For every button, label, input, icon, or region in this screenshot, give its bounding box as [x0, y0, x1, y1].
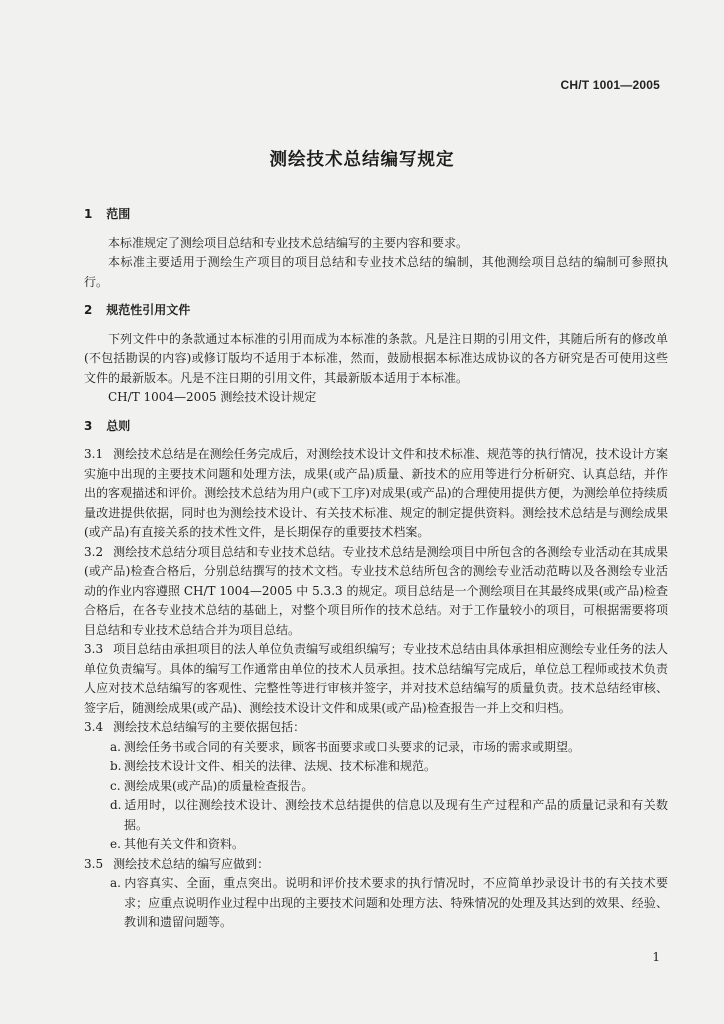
clause-number: 3.3: [84, 642, 104, 656]
section-title: 范围: [106, 207, 131, 221]
item-label: a.: [110, 876, 121, 890]
list-item: [84, 738, 668, 758]
section-title: 规范性引用文件: [106, 303, 191, 317]
list-item: [84, 874, 668, 933]
standard-code: CH/T 1001—2005: [560, 78, 660, 92]
clause-text: 测绘技术总结的编写应做到：: [113, 856, 270, 871]
section-number: 1: [84, 207, 93, 221]
section-title: 总则: [106, 418, 131, 433]
clause-3-2: [84, 543, 668, 641]
list-item: [84, 777, 668, 797]
document-title: 测绘技术总结编写规定: [269, 150, 455, 170]
clause-3-4: [84, 718, 668, 738]
clause-3-1: [84, 445, 668, 543]
clause-text: 测绘技术总结分项目总结和专业技术总结。专业技术总结是测绘项目中所包含的各测绘专业活动在其成果(或产品)检查合格后，分别总结撰写的技术文档。专业技术总结所包含的测绘专业活动范畴以及各测绘专业活动的作业内容遵照 CH/T 1004—2005 中 5.3.3 的规定。项目总结是一个测绘项目在其最终成果(或产品)检查合格后，在各专业技术总结的基础上，对整个项目所作的技术总结。对于工作量较小的项目，可根据需要将项目总结和专业技术总结合并为项目总结。: [84, 544, 668, 637]
document-body: [84, 205, 668, 933]
item-label: d.: [110, 798, 122, 812]
item-label: b.: [110, 759, 122, 773]
normative-paragraph: 下列文件中的条款通过本标准的引用而成为本标准的条款。凡是注日期的引用文件，其随后所有的修改单(不包括勘误的内容)或修订版均不适用于本标准，然而，鼓励根据本标准达成协议的各方研究是否可使用这些文件的最新版本。凡是不注日期的引用文件，其最新版本适用于本标准。: [84, 331, 668, 385]
list-item: [84, 757, 668, 777]
section-number: 3: [84, 418, 93, 433]
section-heading-normative: [84, 301, 668, 321]
list-item: [84, 835, 668, 855]
clause-text: 测绘技术总结是在测绘任务完成后，对测绘技术设计文件和技术标准、规范等的执行情况，技术设计方案实施中出现的主要技术问题和处理方法，成果(或产品)质量、新技术的应用等进行分析研究、认真总结，并作出的客观描述和评价。测绘技术总结为用户(或下工序)对成果(或产品)的合理使用提供方便，为测绘单位持续质量改进提供依据，同时也为测绘技术设计、有关技术标准、规定的制定提供资料。测绘技术总结是与测绘成果(或产品)有直接关系的技术性文件，是长期保存的重要技术档案。: [84, 447, 668, 539]
item-text: 适用时，以往测绘技术设计、测绘技术总结提供的信息以及现有生产过程和产品的质量记录和有关数据。: [124, 798, 668, 832]
clause-text: 测绘技术总结编写的主要依据包括：: [113, 720, 306, 734]
clause-3-3: [84, 640, 668, 718]
item-label: c.: [110, 778, 121, 793]
list-item: [84, 796, 668, 835]
scope-paragraph-2: 本标准主要适用于测绘生产项目的项目总结和专业技术总结的编制，其他测绘项目总结的编制可参照执行。: [84, 255, 668, 289]
normative-reference: CH/T 1004—2005 测绘技术设计规定: [108, 390, 317, 404]
clause-text: 项目总结由承担项目的法人单位负责编写或组织编写；专业技术总结由具体承担相应测绘专业任务的法人单位负责编写。具体的编写工作通常由单位的技术人员承担。技术总结编写完成后，单位总工程师或技术负责人应对技术总结编写的客观性、完整性等进行审核并签字，并对技术总结编写的质量负责。技术总结经审核、签字后，随测绘成果(或产品)、测绘技术设计文件和成果(或产品)检查报告一并上交和归档。: [84, 642, 668, 715]
clause-number: 3.1: [84, 447, 104, 461]
clause-number: 3.4: [84, 720, 104, 734]
section-heading-general: [84, 417, 668, 437]
item-label: e.: [110, 837, 121, 851]
clause-number: 3.2: [84, 544, 104, 559]
scope-paragraph-1: 本标准规定了测绘项目总结和专业技术总结编写的主要内容和要求。: [108, 235, 469, 250]
item-text: 其他有关文件和资料。: [124, 837, 245, 851]
item-label: a.: [110, 739, 121, 754]
clause-3-5: [84, 855, 668, 875]
section-heading-scope: [84, 205, 668, 225]
item-text: 测绘技术设计文件、相关的法律、法规、技术标准和规范。: [124, 759, 437, 773]
item-text: 测绘任务书或合同的有关要求，顾客书面要求或口头要求的记录，市场的需求或期望。: [124, 739, 581, 754]
page-number: 1: [652, 950, 660, 964]
section-number: 2: [84, 303, 93, 317]
clause-number: 3.5: [84, 856, 104, 871]
item-text: 内容真实、全面，重点突出。说明和评价技术要求的执行情况时，不应简单抄录设计书的有关技术要求；应重点说明作业过程中出现的主要技术问题和处理方法、特殊情况的处理及其达到的效果、经验、教训和遗留问题等。: [124, 876, 668, 929]
item-text: 测绘成果(或产品)的质量检查报告。: [124, 778, 314, 793]
